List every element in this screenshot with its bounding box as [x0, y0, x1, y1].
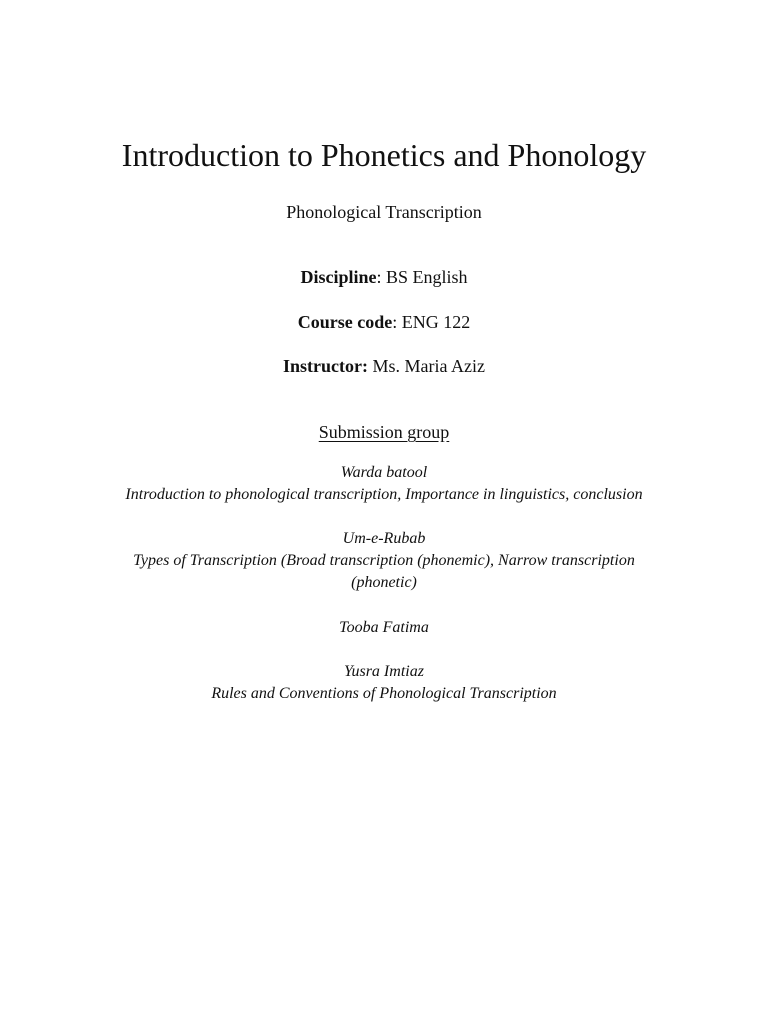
course-code-label: Course code [297, 312, 393, 332]
member-entry [60, 462, 708, 506]
instructor-value: Ms. Maria Aziz [368, 356, 485, 376]
submission-group-heading [60, 420, 708, 444]
member-name: Um-e-Rubab [342, 530, 426, 547]
member-entry [60, 661, 708, 705]
instructor-label: Instructor: [283, 356, 368, 376]
discipline-value: : BS English [376, 267, 468, 287]
member-name: Tooba Fatima [339, 619, 429, 636]
instructor-line [60, 354, 708, 378]
discipline-line [60, 265, 708, 289]
member-task: Types of Transcription (Broad transcription (phonemic), Narrow transcription (phonetic) [133, 552, 635, 591]
member-name: Warda batool [340, 464, 428, 481]
member-entry [104, 528, 664, 594]
member-task: Introduction to phonological transcription, Importance in linguistics, conclusion [125, 486, 643, 503]
member-name: Yusra Imtiaz [344, 663, 424, 680]
course-code-value: : ENG 122 [392, 312, 471, 332]
member-entry [60, 617, 708, 639]
discipline-label: Discipline [300, 267, 377, 287]
submission-group-label: Submission group [318, 422, 450, 442]
course-code-line [60, 310, 708, 334]
document-subtitle: Phonological Transcription [286, 202, 482, 222]
member-task: Rules and Conventions of Phonological Transcription [211, 685, 557, 702]
document-title: Introduction to Phonetics and Phonology [121, 137, 647, 173]
